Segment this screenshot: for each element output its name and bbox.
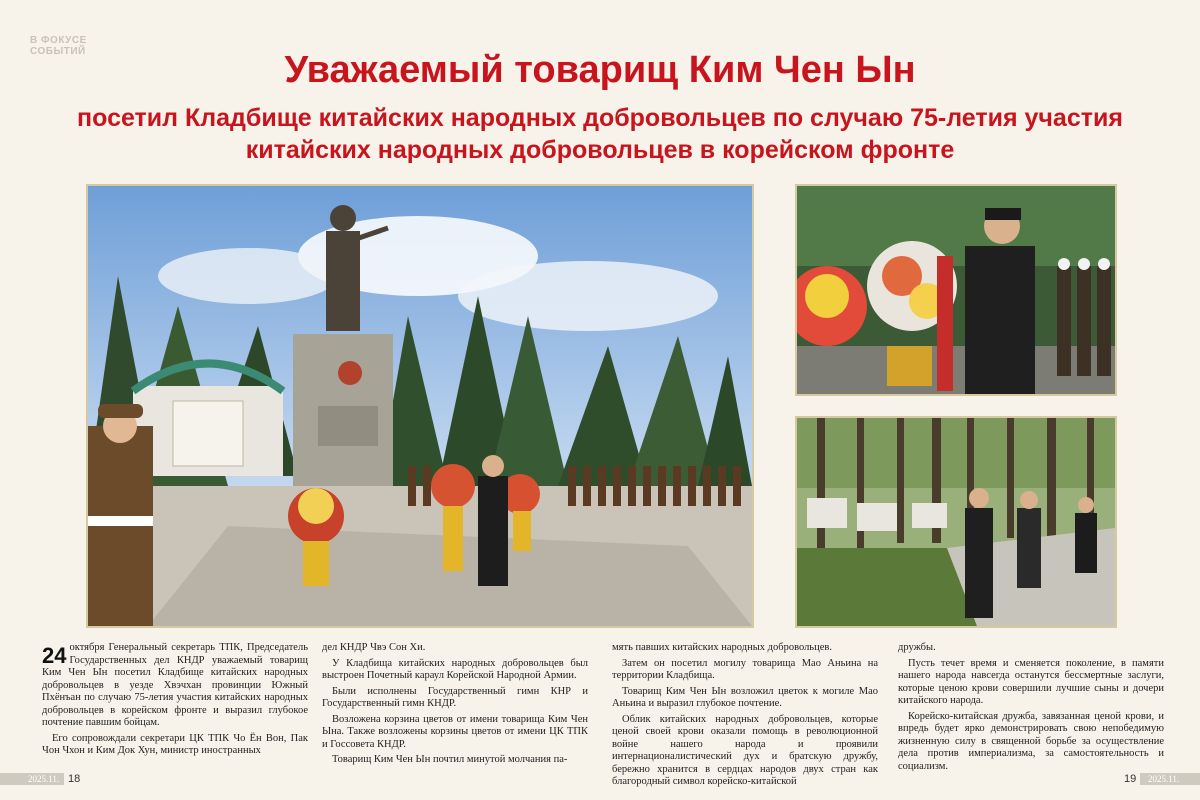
cemetery-walk-photo [795, 416, 1117, 628]
article-paragraph: У Кладбища китайских народных добровольцев был выстроен Почетный караул Корейской Народной Армии. [322, 657, 588, 681]
article-paragraph: Были исполнены Государственный гимн КНР и Государственный гимн КНДР. [322, 685, 588, 709]
article-paragraph: Товарищ Ким Чен Ын возложил цветок к могиле Мао Аньина и выразил глубокое почтение. [612, 685, 878, 709]
article-paragraph: Корейско-китайская дружба, завязанная ценой крови, и впредь будет ярко демонстрировать свою непобедимую жизненную силу в священной борьбе за осуществление дела против империализма, за самостоятельность и социализм. [898, 710, 1164, 772]
page-subtitle: посетил Кладбище китайских народных добровольцев по случаю 75-летия участия китайских народных добровольцев в корейском фронте [77, 104, 1123, 164]
article-column-1 [42, 642, 308, 761]
article-paragraph: Возложена корзина цветов от имени товарища Ким Чен Ына. Также возложены корзины цветов от имени ЦК ТПК и Госсовета КНДР. [322, 713, 588, 750]
page-number-left: 18 [68, 773, 81, 785]
page-number-right: 19 [1124, 773, 1137, 785]
page-title: Уважаемый товарищ Ким Чен Ын [284, 49, 916, 91]
article-column-2 [322, 642, 588, 770]
article-paragraph: Товарищ Ким Чен Ын почтил минутой молчания па- [332, 754, 568, 765]
article-paragraph: дел КНДР Чвэ Сон Хи. [322, 642, 426, 653]
article-paragraph: Его сопровождали секретари ЦК ТПК Чо Ён Вон, Пак Чон Чхон и Ким Док Хун, министр иностранных [42, 732, 308, 756]
footer-left-date: 2025.11. [28, 774, 60, 784]
monument-photo-illustration [88, 186, 752, 626]
article-paragraph: Облик китайских народных добровольцев, которые ценой своей крови оказали помощь в революционной войне нашего народа и проявили интернационалистический дух и братскую дружбу, бережно хранится в сердцах народов двух стран как благородный символ корейско-китайской [612, 713, 878, 787]
article-paragraph: Затем он посетил могилу товарища Мао Аньина на территории Кладбища. [612, 657, 878, 681]
monument-wreath-ceremony-photo [86, 184, 754, 628]
cemetery-walk-illustration [797, 418, 1115, 626]
section-tag-line-1: В ФОКУСЕ [30, 35, 87, 46]
wreath-closeup-illustration [797, 186, 1115, 394]
wreath-laying-closeup-photo [795, 184, 1117, 396]
article-paragraph: мять павших китайских народных добровольцев. [612, 642, 832, 653]
article-column-3 [612, 642, 878, 792]
footer-right-date: 2025.11. [1148, 774, 1180, 784]
article-paragraph: дружбы. [898, 642, 936, 653]
article-paragraph: октября Генеральный секретарь ТПК, Председатель Государственных дел КНДР уважаемый товарищ Ким Чен Ын посетил Кладбище китайских народных добровольцев в уезде Хвэчхан провинции Южный Пхёнъан по случаю 75-летия участия китайских народных добровольцев в корейском фронте и выразил глубокое почтение павшим бойцам. [42, 642, 308, 728]
section-tag-line-2: СОБЫТИЙ [30, 46, 86, 57]
article-paragraph: Пусть течет время и сменяется поколение, в памяти нашего народа навсегда останутся бессмертные заслуги, которые ценою крови совершили лучшие сыны и дочери китайского народа. [898, 657, 1164, 706]
dropcap-date: 24 [42, 643, 67, 668]
article-column-4 [898, 642, 1164, 776]
